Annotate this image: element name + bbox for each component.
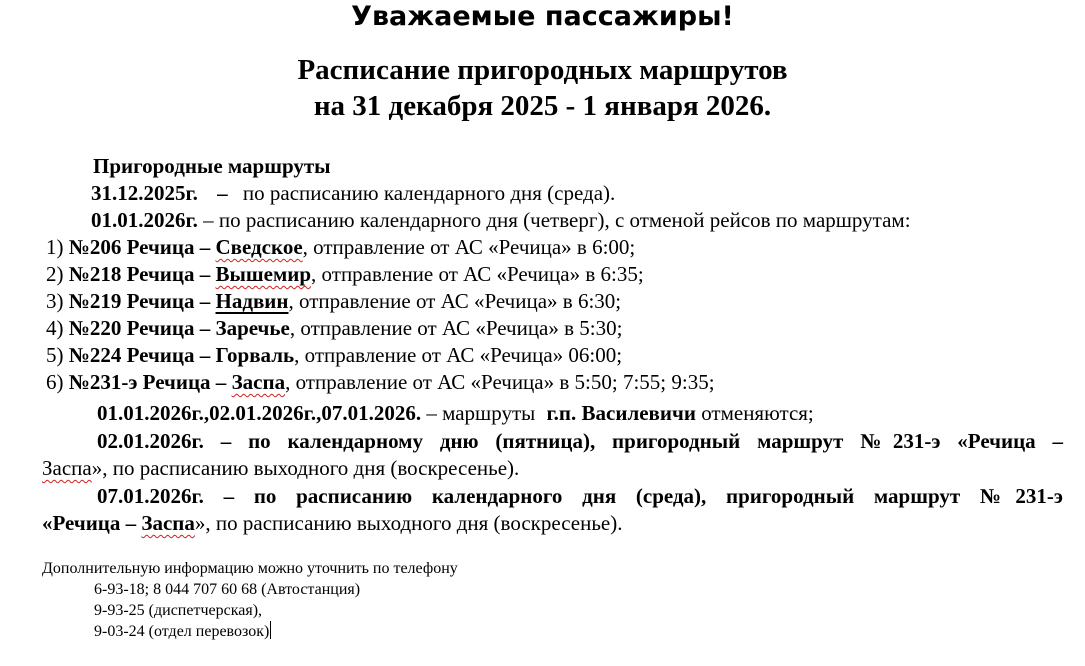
route-destination: Сведское [215, 235, 303, 259]
contacts-intro: Дополнительную информацию можно уточнить по телефону [42, 560, 458, 577]
day1-text: по расписанию календарного дня (среда). [242, 181, 616, 205]
cancellation-line [97, 400, 814, 427]
contact-phone-line [94, 621, 271, 643]
day4-rest: », по расписанию выходного дня (воскресенье). [194, 511, 623, 535]
text-cursor [270, 621, 271, 639]
day4-line2 [42, 510, 623, 537]
day2-line [91, 207, 911, 234]
route-name: №206 Речица – [68, 235, 211, 259]
route-name: №231-э Речица – [68, 370, 227, 394]
route-line [46, 369, 715, 396]
day1-line [91, 180, 615, 207]
route-line [46, 234, 635, 261]
cancellation-routes: – маршруты [426, 401, 536, 425]
route-departure: , отправление от АС «Речица» в 6:00; [302, 235, 636, 259]
day1-date: 31.12.2025г. [91, 181, 198, 205]
contact-phone-text: 9-03-24 (отдел перевозок) [94, 623, 270, 640]
schedule-title-line2: на 31 декабря 2025 - 1 января 2026. [313, 90, 772, 122]
route-number: 3) [46, 289, 64, 313]
route-name: №224 Речица – [68, 343, 211, 367]
route-departure: , отправление от АС «Речица» в 6:35; [311, 262, 644, 286]
cancellation-end: отменяются; [701, 401, 814, 425]
contact-phone-line: 6-93-18; 8 044 707 60 68 (Автостанция) [94, 581, 361, 598]
route-departure: , отправление от АС «Речица» в 5:50; 7:55; 9:35; [285, 370, 715, 394]
route-destination: Заречье [215, 316, 290, 340]
route-name: №219 Речица – [68, 289, 211, 313]
day3-rest: », по расписанию выходного дня (воскресенье). [91, 456, 520, 480]
day1-dash: – [217, 181, 228, 205]
cancellation-dates: 01.01.2026г.,02.01.2026г.,07.01.2026. [97, 401, 422, 425]
route-departure: , отправление от АС «Речица» 06:00; [294, 343, 623, 367]
route-number: 5) [46, 343, 64, 367]
route-name: №220 Речица – [68, 316, 211, 340]
day2-text: – по расписанию календарного дня (четверг), с отменой рейсов по маршрутам: [203, 208, 911, 232]
section-label: Пригородные маршруты [93, 154, 331, 178]
route-number: 2) [46, 262, 64, 286]
greeting-heading: Уважаемые пассажиры! [351, 1, 734, 32]
day4-line1: 07.01.2026г. – по расписанию календарного дня (среда), пригородный маршрут №231-э [97, 484, 1063, 508]
cancellation-place: г.п. Василевичи [546, 401, 696, 425]
route-destination: Горваль [215, 343, 295, 367]
route-line [46, 261, 644, 288]
route-line [46, 342, 622, 369]
day4-route-start: «Речица – [42, 511, 137, 535]
route-departure: , отправление от АС «Речица» в 5:30; [289, 316, 623, 340]
contact-phone-line: 9-93-25 (диспетчерская), [94, 602, 263, 619]
route-destination: Вышемир [215, 262, 312, 286]
route-number: 6) [46, 370, 64, 394]
route-destination: Заспа [231, 370, 286, 394]
route-line [46, 288, 621, 315]
day3-line1: 02.01.2026г. – по календарному дню (пятница), пригородный маршрут №231-э «Речица – [97, 429, 1063, 453]
route-line [46, 315, 622, 342]
route-departure: , отправление от АС «Речица» в 6:30; [288, 289, 622, 313]
route-destination: Надвин [215, 289, 289, 313]
route-number: 1) [46, 235, 64, 259]
schedule-title-line1: Расписание пригородных маршрутов [297, 54, 788, 86]
route-name: №218 Речица – [68, 262, 211, 286]
day4-destination: Заспа [141, 511, 195, 535]
route-number: 4) [46, 316, 64, 340]
day2-date: 01.01.2026г. [91, 208, 198, 232]
day3-line2 [42, 455, 519, 482]
day3-destination: Заспа [42, 456, 92, 480]
